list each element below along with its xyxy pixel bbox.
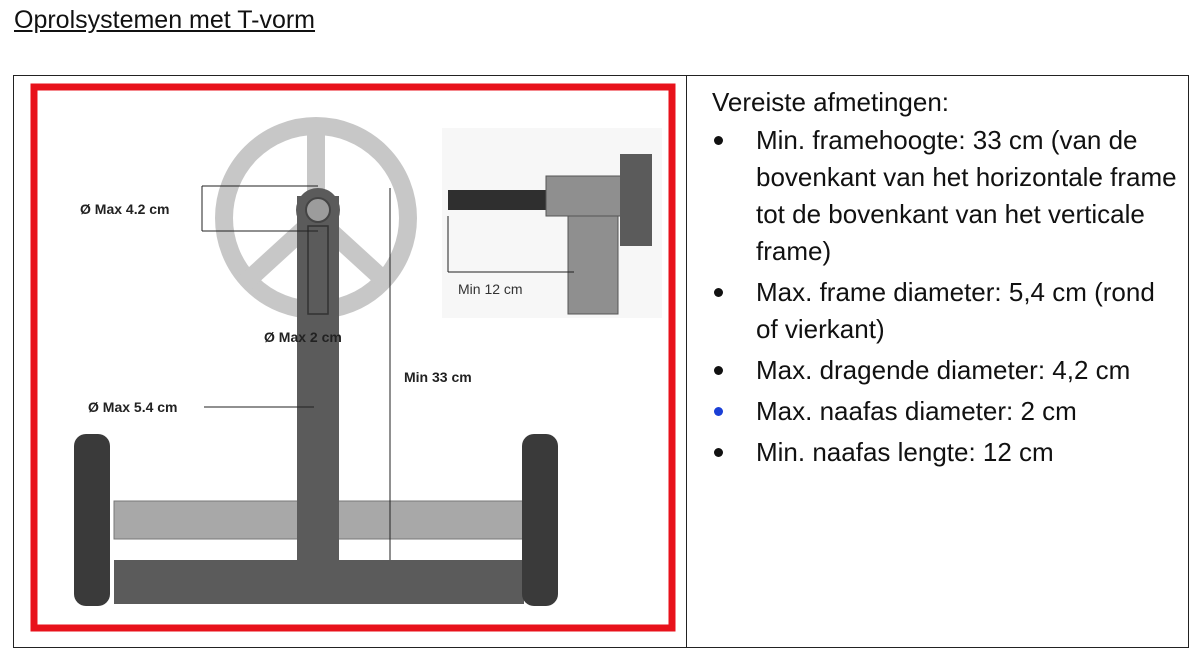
list-item bbox=[698, 122, 1188, 270]
requirements-list bbox=[698, 122, 1188, 471]
requirements-cell bbox=[698, 76, 1188, 647]
bullet-icon bbox=[714, 366, 723, 375]
list-item bbox=[698, 274, 1188, 348]
vertical-frame bbox=[297, 196, 339, 564]
axle-hole bbox=[306, 198, 330, 222]
requirement-text: Max. dragende diameter: 4,2 cm bbox=[756, 355, 1131, 385]
requirements-title: Vereiste afmetingen: bbox=[712, 87, 950, 117]
list-item bbox=[698, 434, 1188, 471]
t-frame-diagram bbox=[14, 76, 686, 649]
list-item bbox=[698, 393, 1188, 430]
carrier-diameter-label: Ø Max 4.2 cm bbox=[80, 201, 170, 217]
right-wheel bbox=[522, 434, 558, 606]
bullet-icon bbox=[714, 288, 723, 297]
left-wheel bbox=[74, 434, 110, 606]
horizontal-frame bbox=[114, 560, 524, 604]
requirement-text: Min. framehoogte: 33 cm (van de bovenkant van het horizontale frame tot de bovenkant van het verticale frame) bbox=[756, 125, 1177, 266]
bullet-icon bbox=[714, 448, 723, 457]
requirement-text: Min. naafas lengte: 12 cm bbox=[756, 437, 1054, 467]
frame-diameter-label: Ø Max 5.4 cm bbox=[88, 399, 178, 415]
bullet-icon bbox=[714, 136, 723, 145]
requirement-text: Max. naafas diameter: 2 cm bbox=[756, 396, 1077, 426]
axle-length-label: Min 12 cm bbox=[458, 281, 523, 297]
requirement-text: Max. frame diameter: 5,4 cm (rond of vierkant) bbox=[756, 277, 1155, 344]
axle-diameter-label: Ø Max 2 cm bbox=[264, 329, 342, 345]
requirements-table bbox=[13, 75, 1189, 648]
bullet-icon bbox=[714, 407, 723, 416]
diagram-cell bbox=[14, 76, 687, 647]
page-title: Oprolsystemen met T-vorm bbox=[14, 6, 316, 34]
list-item bbox=[698, 352, 1188, 389]
frame-height-label: Min 33 cm bbox=[404, 369, 472, 385]
